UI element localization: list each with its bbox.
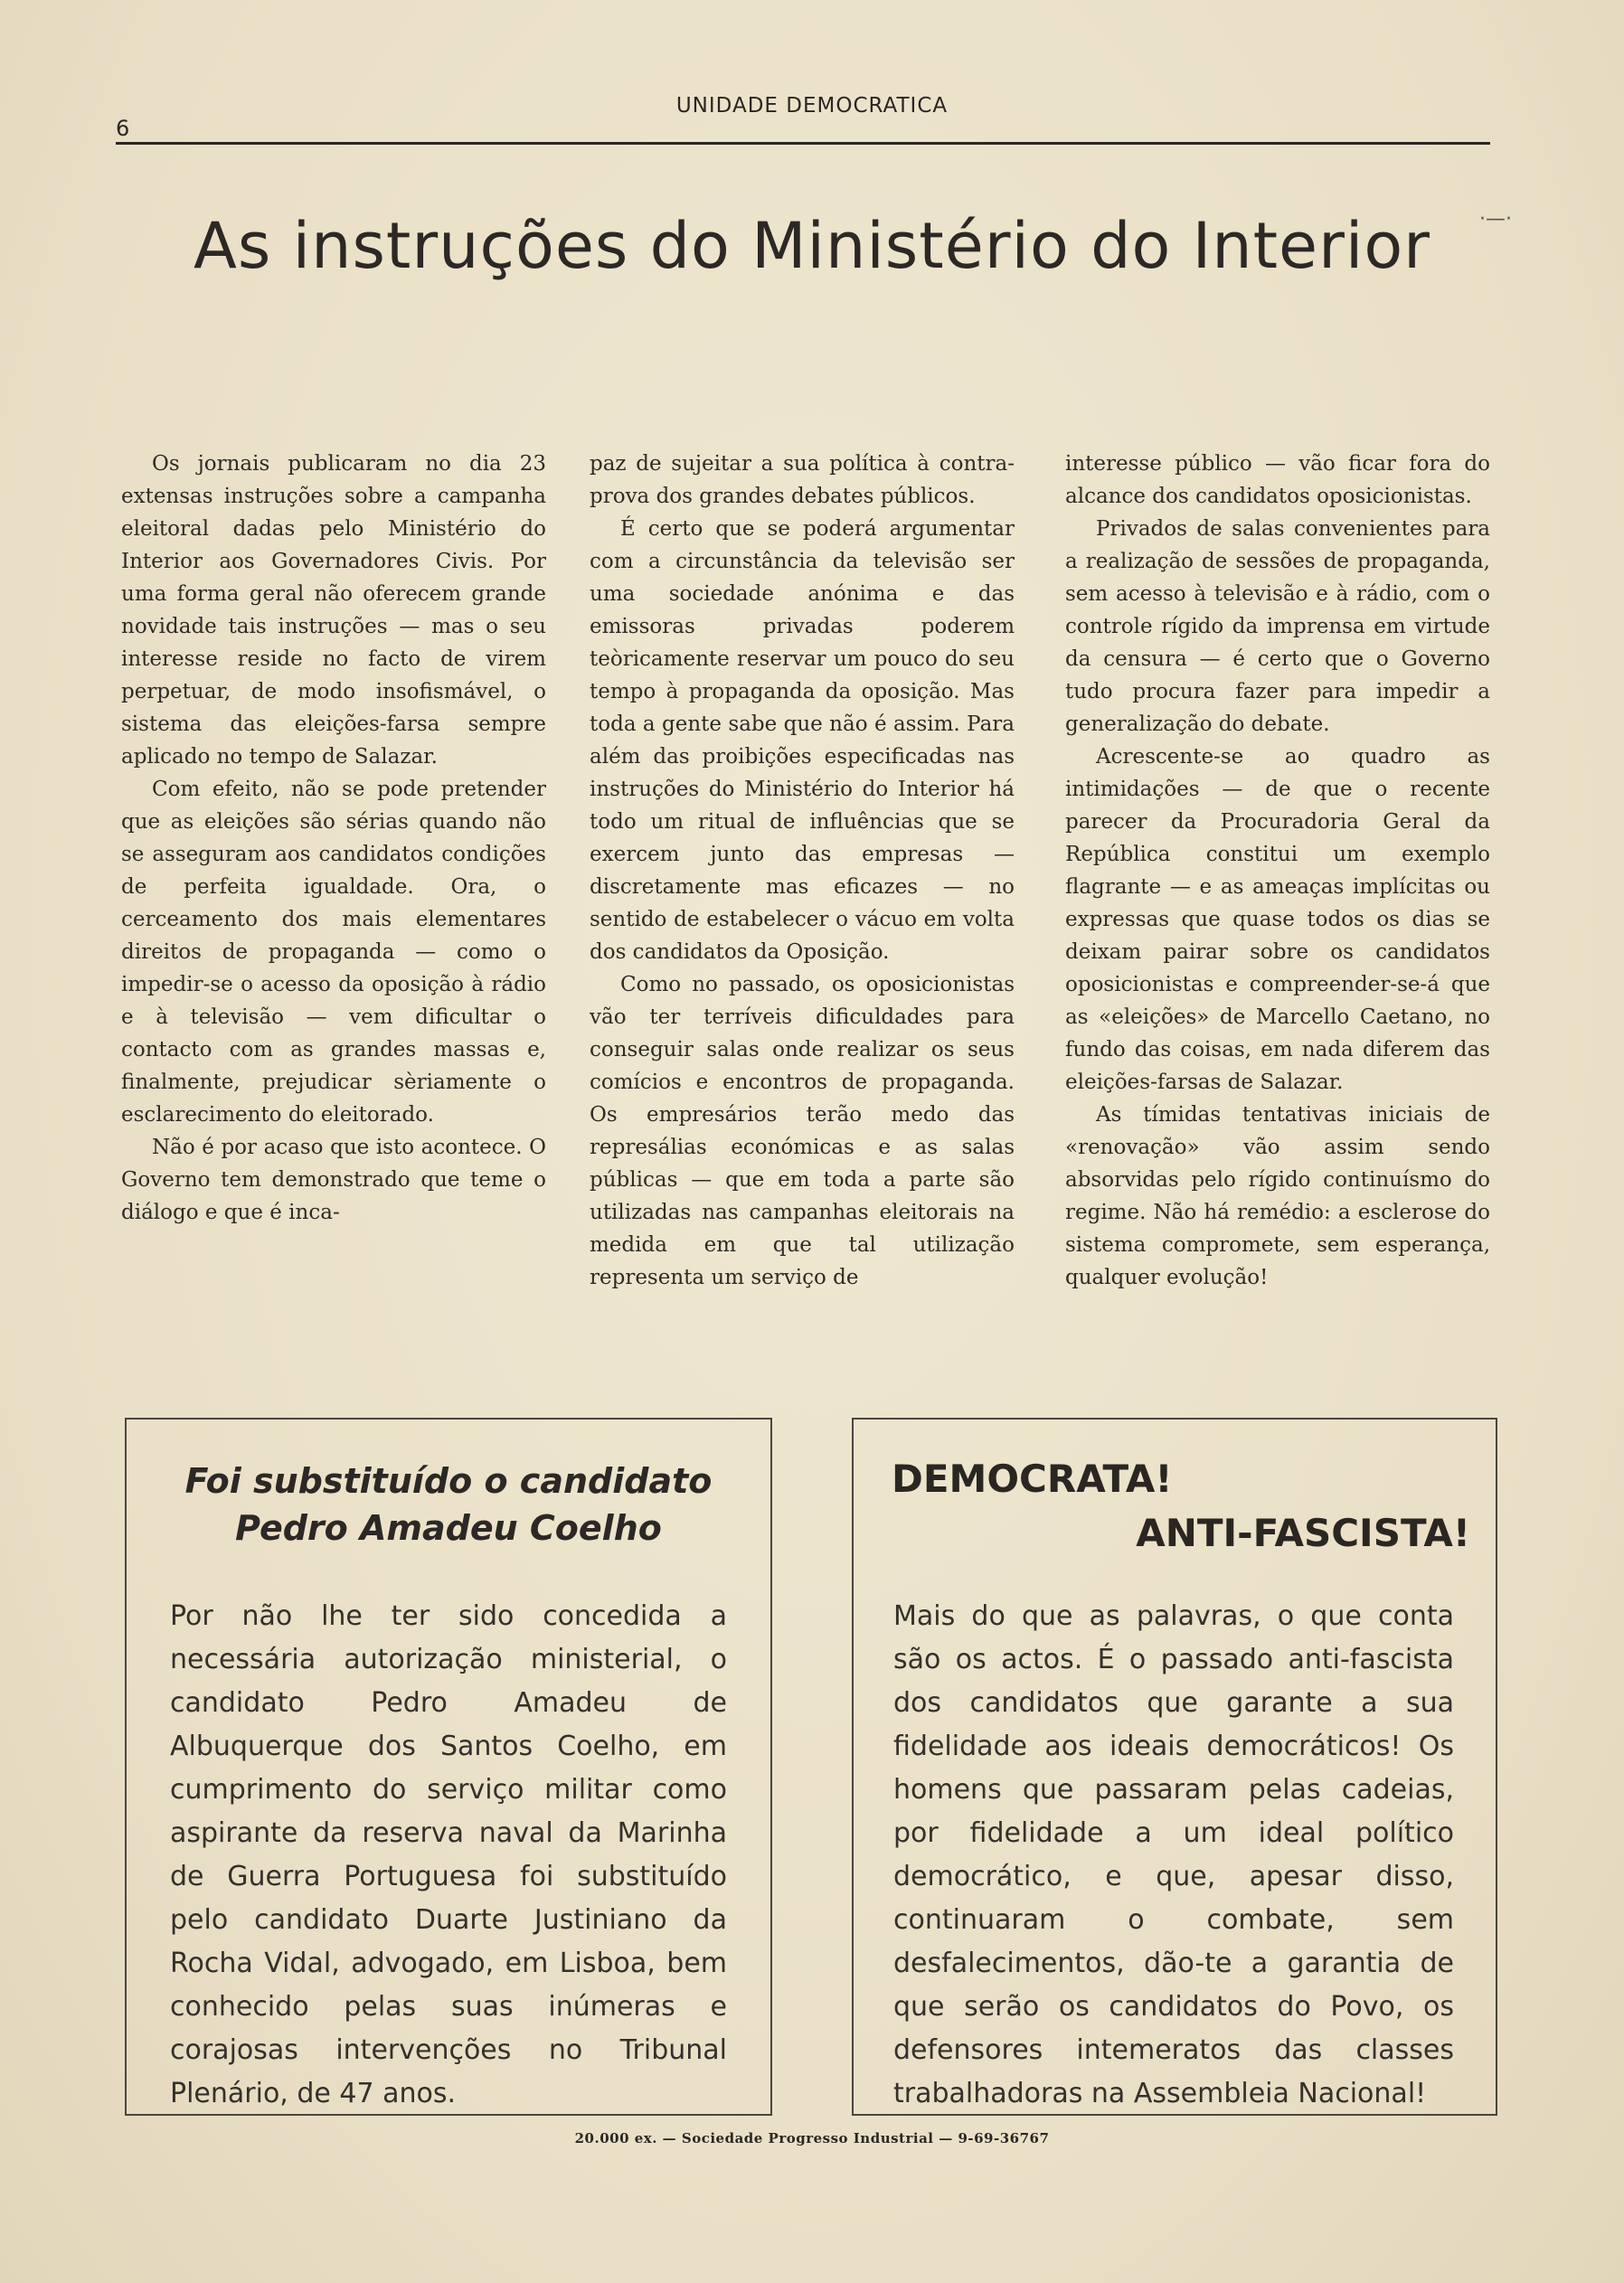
paragraph: Como no passado, os oposicionistas vão ter terríveis dificuldades para conseguir salas onde realizar os seus comícios e encontros de propaganda. Os empresários terão medo das represálias económicas e as salas públicas — que em toda a parte são utilizadas nas campanhas eleitorais na medida em que tal utilização representa um serviço de [590,973,1015,1289]
corner-mark: ·—· [1479,208,1512,231]
paragraph: É certo que se poderá argumentar com a circunstância da televisão ser uma sociedade anónima e das emissoras privadas poderem teòricamente reservar um pouco do seu tempo à propaganda da oposição. Mas toda a gente sabe que não é assim. Para além das proibições especificadas nas instruções do Ministério do Interior há todo um ritual de influências que se exercem junto das empresas — discretamente mas eficazes — no sentido de estabelecer o vácuo em volta dos candidatos da Oposição. [590,517,1015,964]
paragraph: Os jornais publicaram no dia 23 extensas instruções sobre a campanha eleitoral dadas pelo Ministério do Interior aos Governadores Civis. Por uma forma geral não oferecem grande novidade tais instruções — mas o seu interesse reside no facto de virem perpetuar, de modo insofismável, o sistema das eleições-farsa sempre aplicado no tempo de Salazar. [121,452,546,769]
candidate-substitution-box [125,1418,772,2116]
print-imprint: 20.000 ex. — Sociedade Progresso Industrial — 9-69-36767 [574,2130,1050,2146]
paragraph: Com efeito, não se pode pretender que as eleições são sérias quando não se asseguram aos candidatos condições de perfeita igualdade. Ora, o cerceamento dos mais elementares direitos de propaganda — como o impedir-se o acesso da oposição à rádio e à televisão — vem dificultar o contacto com as grandes massas e, finalmente, prejudicar sèriamente o esclarecimento do eleitorado. [121,778,546,1127]
article-title: As instruções do Ministério do Interior [194,209,1430,283]
democrata-box [852,1418,1497,2116]
article-column-1 [121,448,546,1229]
header-rule [116,142,1490,145]
box-heading-line: Foi substituído o candidato [184,1461,713,1501]
masthead: UNIDADE DEMOCRATICA [675,94,949,118]
box-body: Mais do que as palavras, o que conta são os actos. É o passado anti-fascista dos candidatos que garante a sua fidelidade aos ideais democráticos! Os homens que passaram pelas cadeias, por fidelidade a um ideal político democrático, e que, apesar disso, continuaram o combate, sem desfalecimentos, dão-te a garantia de que serão os candidatos do Povo, os defensores intemeratos das classes trabalhadoras na Assembleia Nacional! [893,1600,1454,2109]
box-heading: DEMOCRATA! [892,1457,1173,1501]
page-number: 6 [116,116,130,141]
paragraph: Acrescente-se ao quadro as intimidações — de que o recente parecer da Procuradoria Geral da República constitui um exemplo flagrante — e as ameaças implícitas ou expressas que quase todos os dias se deixam pairar sobre os candidatos oposicionistas e compreender-se-á que as «eleições» de Marcello Caetano, no fundo das coisas, em nada diferem das eleições-farsas de Salazar. [1065,745,1490,1094]
box-heading-line: Pedro Amadeu Coelho [235,1508,662,1548]
article-column-2 [590,448,1015,1294]
article-column-3 [1065,448,1490,1294]
paragraph: paz de sujeitar a sua política à contra-prova dos grandes debates públicos. [590,452,1015,508]
box-heading [127,1458,770,1552]
paragraph: Não é por acaso que isto acontece. O Governo tem demonstrado que teme o diálogo e que é inca- [121,1136,546,1224]
box-heading: ANTI-FASCISTA! [1136,1511,1470,1555]
box-body: Por não lhe ter sido concedida a necessária autorização ministerial, o candidato Pedro Amadeu de Albuquerque dos Santos Coelho, em cumprimento do serviço militar como aspirante da reserva naval da Marinha de Guerra Portuguesa foi substituído pelo candidato Duarte Justiniano da Rocha Vidal, advogado, em Lisboa, bem conhecido pelas suas inúmeras e corajosas intervenções no Tribunal Plenário, de 47 anos. [170,1600,727,2109]
paragraph: As tímidas tentativas iniciais de «renovação» vão assim sendo absorvidas pelo rígido continuísmo do regime. Não há remédio: a esclerose do sistema compromete, sem esperança, qualquer evolução! [1065,1103,1490,1289]
paragraph: interesse público — vão ficar fora do alcance dos candidatos oposicionistas. [1065,452,1490,508]
paragraph: Privados de salas convenientes para a realização de sessões de propaganda, sem acesso à televisão e à rádio, com o controle rígido da imprensa em virtude da censura — é certo que o Governo tudo procura fazer para impedir a generalização do debate. [1065,517,1490,736]
